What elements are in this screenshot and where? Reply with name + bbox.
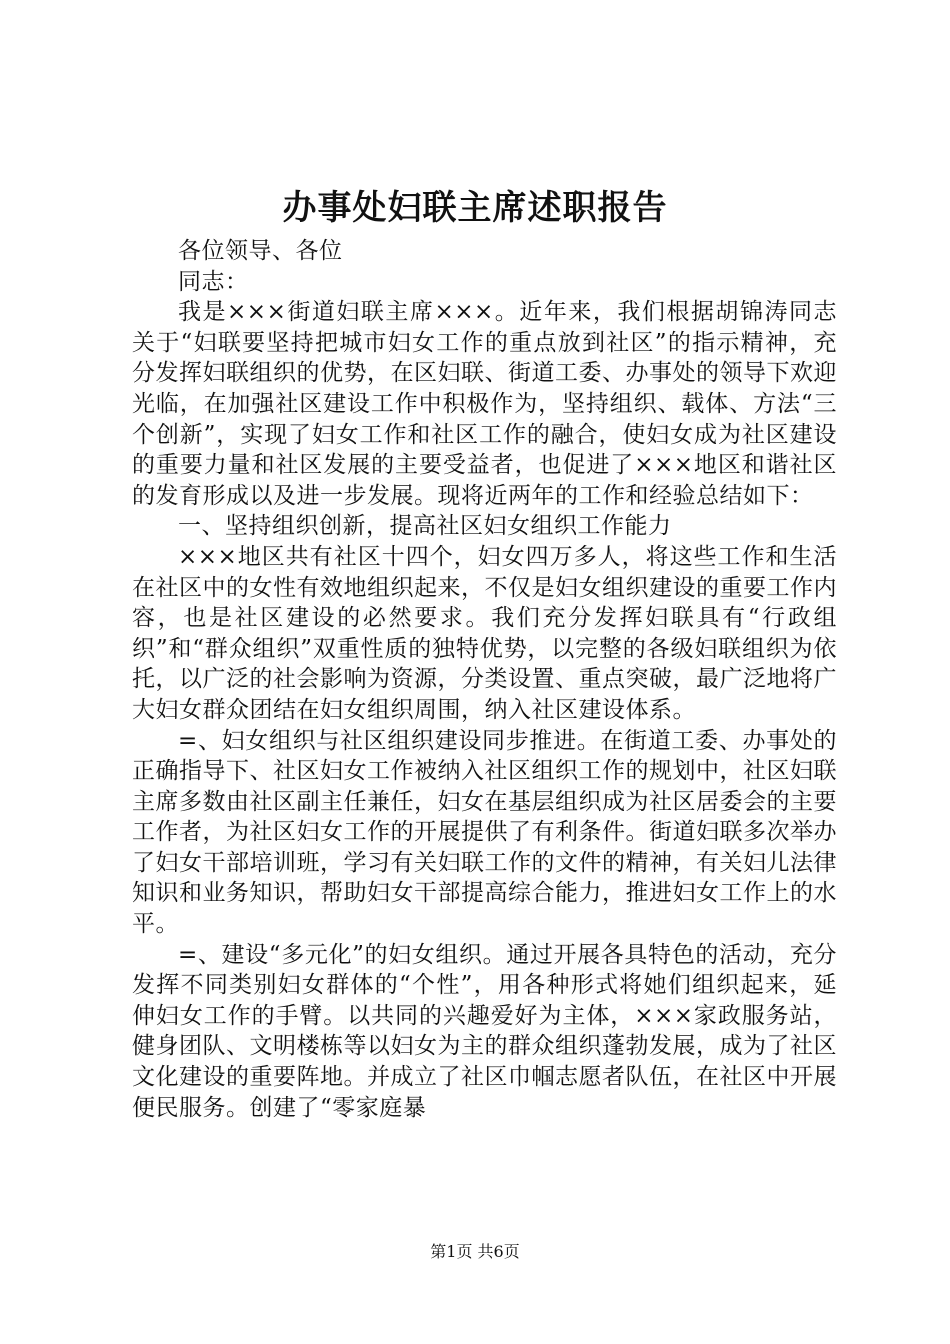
salutation-line-1: 各位领导、各位 xyxy=(178,238,343,264)
paragraph-subsection-2: =、妇女组织与社区组织建设同步推进。在街道工委、办事处的正确指导下、社区妇女工作被纳入社区组织工作的规划中，社区妇联主席多数由社区副主任兼任，妇女在基层组织成为社区居委会的主要工作者，为社区妇女工作的开展提供了有利条件。街道妇联多次举办了妇女干部培训班，学习有关妇联工作的文件的精神，有关妇儿法律知识和业务知识，帮助妇女干部提高综合能力，推进妇女工作上的水平。 xyxy=(132,727,837,938)
salutation-line-2: 同志： xyxy=(178,268,249,295)
section-heading-1: 一、坚持组织创新，提高社区妇女组织工作能力 xyxy=(178,513,672,540)
paragraph-section-1: ×××地区共有社区十四个，妇女四万多人，将这些工作和生活在社区中的女性有效地组织起来，不仅是妇女组织建设的重要工作内容，也是社区建设的必然要求。我们充分发挥妇联具有“行政组织”和“群众组织”双重性质的独特优势，以完整的各级妇联组织为依托，以广泛的社会影响为资源，分类设置、重点突破，最广泛地将广大妇女群众团结在妇女组织周围，纳入社区建设体系。 xyxy=(132,543,837,723)
paragraph-subsection-3: =、建设“多元化”的妇女组织。通过开展各具特色的活动，充分发挥不同类别妇女群体的“个性”，用各种形式将她们组织起来，延伸妇女工作的手臂。以共同的兴趣爱好为主体，×××家政服务站，健身团队、文明楼栋等以妇女为主的群众组织蓬勃发展，成为了社区文化建设的重要阵地。并成立了社区巾帼志愿者队伍，在社区中开展便民服务。创建了“零家庭暴 xyxy=(132,941,837,1121)
document-body xyxy=(132,236,837,1123)
document-title: 办事处妇联主席述职报告 xyxy=(282,188,668,228)
paragraph-intro: 我是×××街道妇联主席×××。近年来，我们根据胡锦涛同志关于“妇联要坚持把城市妇女工作的重点放到社区”的指示精神，充分发挥妇联组织的优势，在区妇联、街道工委、办事处的领导下欢迎光临，在加强社区建设工作中积极作为，坚持组织、载体、方法“三个创新”，实现了妇女工作和社区工作的融合，使妇女成为社区建设的重要力量和社区发展的主要受益者，也促进了×××地区和谐社区的发育形成以及进一步发展。现将近两年的工作和经验总结如下： xyxy=(132,299,837,509)
page-footer: 第1页 共6页 xyxy=(430,1242,520,1261)
